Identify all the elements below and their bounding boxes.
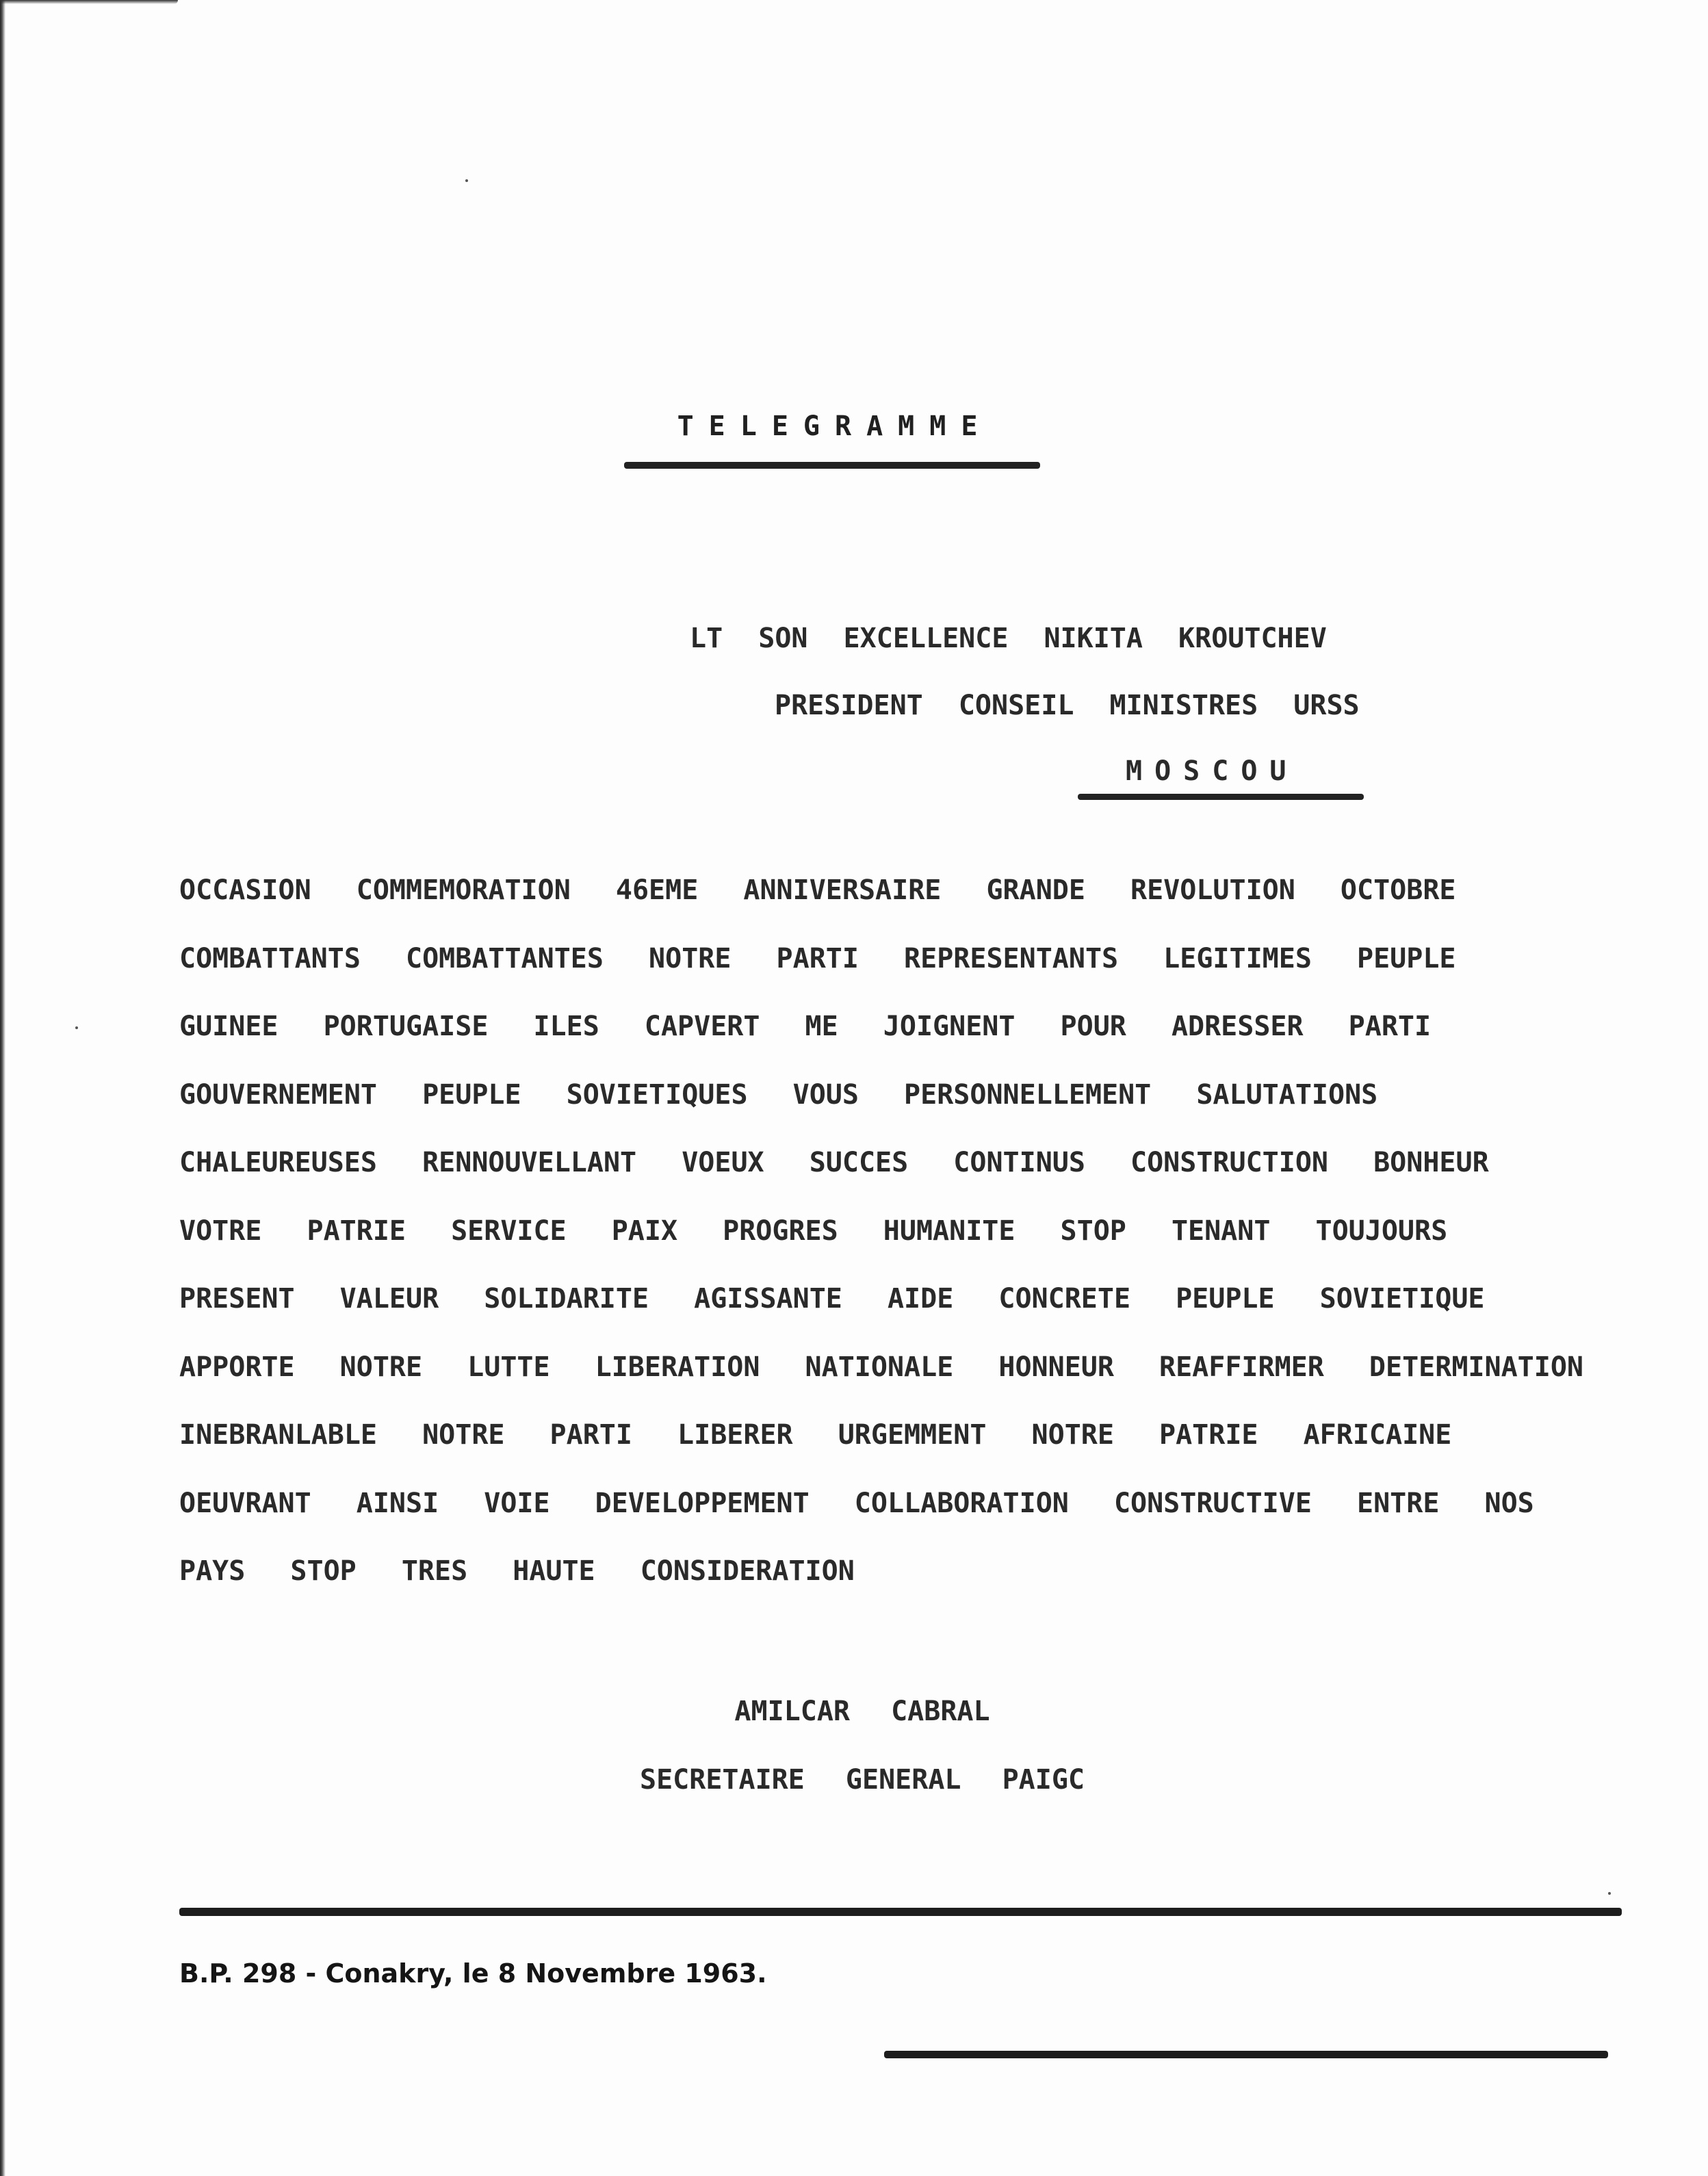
title-underline (624, 462, 1040, 469)
signatory-name: AMILCAR CABRAL (734, 1696, 990, 1727)
scan-speck (75, 1026, 78, 1029)
footer-rule-short (884, 2051, 1608, 2058)
recipient-title: PRESIDENT CONSEIL MINISTRES URSS (775, 690, 1360, 721)
body-line: COMBATTANTS COMBATTANTES NOTRE PARTI REPRESENTANTS LEGITIMES PEUPLE (179, 942, 1456, 974)
scan-speck (1608, 1892, 1611, 1895)
signatory-role: SECRETAIRE GENERAL PAIGC (640, 1764, 1085, 1796)
body-line: PAYS STOP TRES HAUTE CONSIDERATION (179, 1555, 855, 1587)
signature-block (479, 1696, 1245, 1832)
body-line: OCCASION COMMEMORATION 46EME ANNIVERSAIRE GRANDE REVOLUTION OCTOBRE (179, 875, 1456, 906)
recipient-city: MOSCOU (1126, 755, 1299, 787)
telegram-body (179, 875, 1603, 1624)
body-line: GUINEE PORTUGAISE ILES CAPVERT ME JOIGNENT POUR ADRESSER PARTI (179, 1011, 1432, 1042)
body-line: PRESENT VALEUR SOLIDARITE AGISSANTE AIDE CONCRETE PEUPLE SOVIETIQUE (179, 1283, 1485, 1314)
footer-rule (179, 1908, 1622, 1916)
body-line: APPORTE NOTRE LUTTE LIBERATION NATIONALE HONNEUR REAFFIRMER DETERMINATION (179, 1351, 1583, 1383)
body-line: OEUVRANT AINSI VOIE DEVELOPPEMENT COLLABORATION CONSTRUCTIVE ENTRE NOS (179, 1487, 1534, 1519)
scan-edge (0, 0, 5, 2176)
body-line: GOUVERNEMENT PEUPLE SOVIETIQUES VOUS PERSONNELLEMENT SALUTATIONS (179, 1078, 1378, 1111)
scan-speck (465, 179, 468, 182)
body-line: VOTRE PATRIE SERVICE PAIX PROGRES HUMANITE STOP TENANT TOUJOURS (179, 1215, 1448, 1247)
city-underline (1078, 794, 1364, 800)
place-and-date: B.P. 298 - Conakry, le 8 Novembre 1963. (179, 1958, 767, 1989)
body-line: INEBRANLABLE NOTRE PARTI LIBERER URGEMMENT NOTRE PATRIE AFRICAINE (179, 1419, 1452, 1451)
body-line: CHALEUREUSES RENNOUVELLANT VOEUX SUCCES CONTINUS CONSTRUCTION BONHEUR (179, 1147, 1489, 1178)
scan-edge-top (0, 0, 178, 4)
document-title: TELEGRAMME (677, 411, 993, 442)
recipient-name: LT SON EXCELLENCE NIKITA KROUTCHEV (690, 623, 1327, 654)
